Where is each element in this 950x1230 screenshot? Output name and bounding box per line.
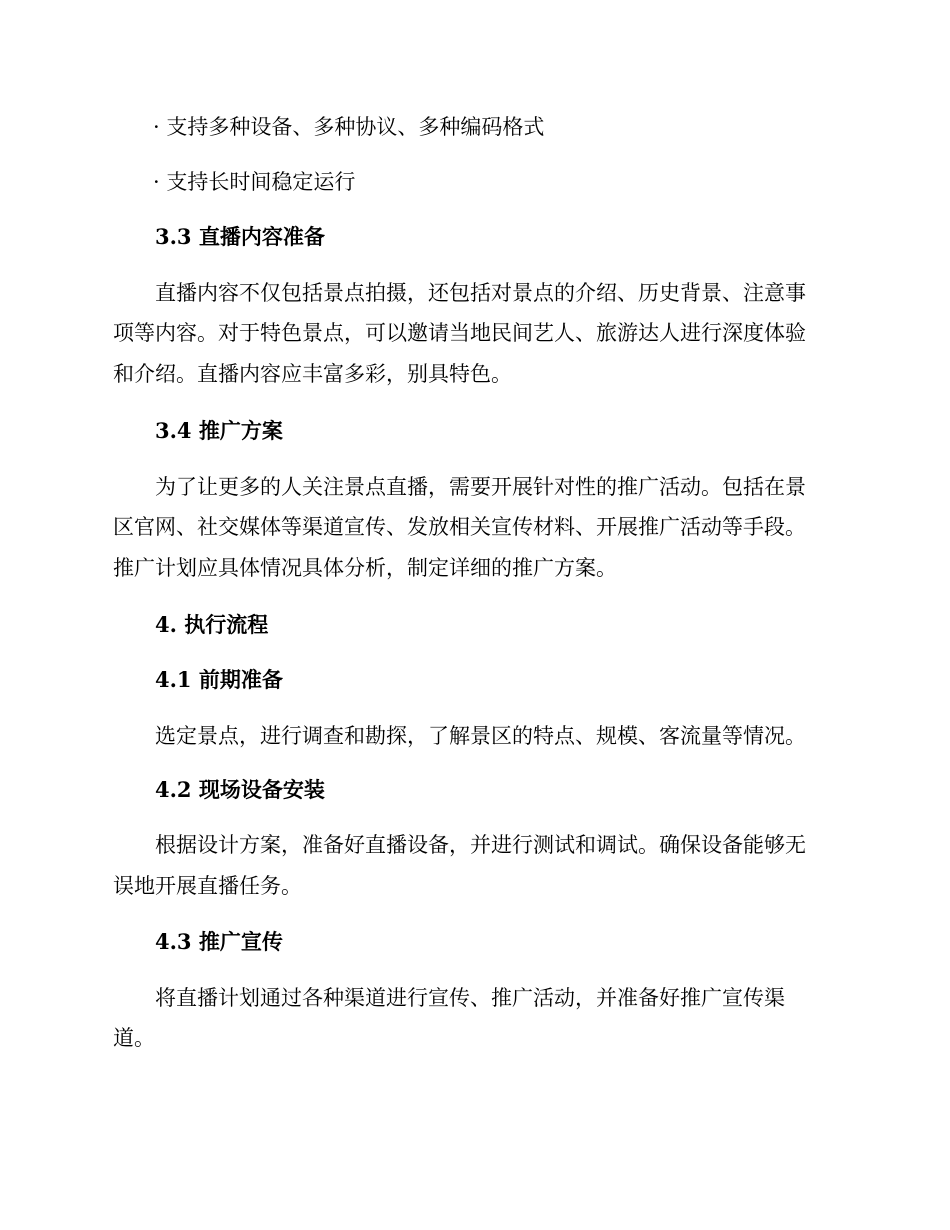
section-heading: 4.1 前期准备 [155,667,283,692]
paragraph-line: 根据设计方案，准备好直播设备，并进行测试和调试。确保设备能够无 [155,833,806,857]
section-heading: 4. 执行流程 [155,612,269,637]
paragraph-line: 直播内容不仅包括景点拍摄，还包括对景点的介绍、历史背景、注意事 [155,281,806,305]
paragraph-line: 选定景点，进行调查和勘探，了解景区的特点、规模、客流量等情况。 [155,724,806,748]
section-heading: 3.3 直播内容准备 [155,224,325,249]
section-heading: 4.2 现场设备安装 [155,777,325,802]
paragraph-line: 和介绍。直播内容应丰富多彩，别具特色。 [113,362,512,386]
paragraph-line: 项等内容。对于特色景点，可以邀请当地民间艺人、旅游达人进行深度体验 [113,321,806,345]
bullet-item: · 支持多种设备、多种协议、多种编码格式 [153,115,545,139]
section-heading: 4.3 推广宣传 [155,929,283,954]
paragraph-line: 误地开展直播任务。 [113,874,302,898]
paragraph-line: 推广计划应具体情况具体分析，制定详细的推广方案。 [113,556,617,580]
paragraph-line: 将直播计划通过各种渠道进行宣传、推广活动，并准备好推广宣传渠 [155,986,785,1010]
section-heading: 3.4 推广方案 [155,418,283,443]
paragraph-line: 区官网、社交媒体等渠道宣传、发放相关宣传材料、开展推广活动等手段。 [113,515,806,539]
bullet-item: · 支持长时间稳定运行 [153,170,356,194]
paragraph-line: 道。 [113,1026,155,1050]
paragraph-line: 为了让更多的人关注景点直播，需要开展针对性的推广活动。包括在景 [155,475,806,499]
